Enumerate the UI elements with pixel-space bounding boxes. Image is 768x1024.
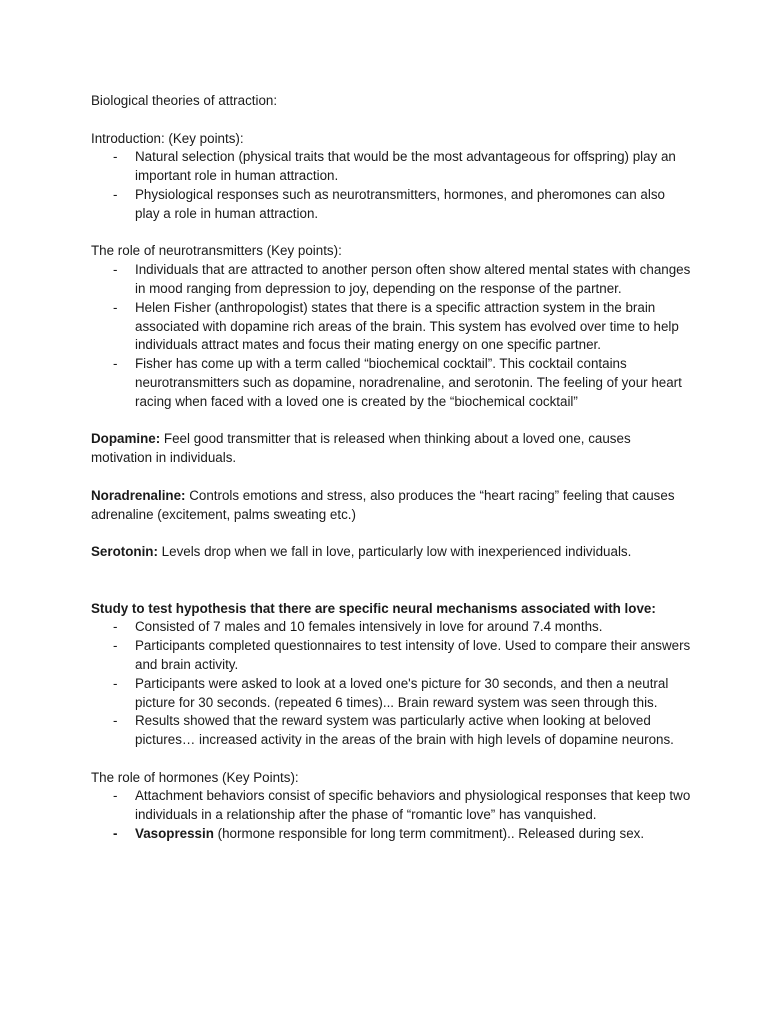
list-item: - Attachment behaviors consist of specific behaviors and physiological responses that keep two individuals in a relationship after the phase of “romantic love” has vanquished. [113, 788, 691, 823]
list-item: - Natural selection (physical traits that would be the most advantageous for offspring) play an important role in human attraction. [113, 149, 676, 184]
definition-serotonin: Serotonin: Levels drop when we fall in love, particularly low with inexperienced individuals. [91, 544, 632, 560]
document-title: Biological theories of attraction: [91, 93, 278, 108]
study-list [91, 618, 691, 750]
list-item: - Consisted of 7 males and 10 females intensively in love for around 7.4 months. [113, 619, 603, 635]
definition-term: Vasopressin [135, 826, 214, 842]
definition-noradrenaline: Noradrenaline: Controls emotions and stress, also produces the “heart racing” feeling that causes adrenaline (excitement, palms sweating etc.) [91, 487, 675, 522]
hormones-list [91, 787, 691, 843]
list-item: - Helen Fisher (anthropologist) states that there is a specific attraction system in the brain associated with dopamine rich areas of the brain. This system has evolved over time to help individuals attract mates and focus their mating energy on one specific partner. [113, 299, 679, 353]
hormones-heading: The role of hormones (Key Points): [91, 769, 299, 785]
list-item: - Vasopressin (hormone responsible for long term commitment).. Released during sex. [113, 826, 645, 842]
intro-heading: Introduction: (Key points): [91, 130, 244, 146]
intro-list [91, 148, 691, 223]
definition-term: Noradrenaline: [91, 487, 186, 503]
neurotransmitters-heading: The role of neurotransmitters (Key points): [91, 243, 342, 259]
neurotransmitters-list [91, 261, 691, 411]
list-item: - Results showed that the reward system was particularly active when looking at beloved pictures… increased activity in the areas of the brain with high levels of dopamine neurons. [113, 713, 674, 748]
list-item: - Participants were asked to look at a loved one's picture for 30 seconds, and then a neutral picture for 30 seconds. (repeated 6 times)... Brain reward system was seen through this. [113, 675, 669, 710]
study-heading: Study to test hypothesis that there are specific neural mechanisms associated with love: [91, 600, 656, 616]
list-item: - Physiological responses such as neurotransmitters, hormones, and pheromones can also play a role in human attraction. [113, 186, 665, 221]
list-item: - Participants completed questionnaires to test intensity of love. Used to compare their answers and brain activity. [113, 638, 691, 672]
definition-term: Serotonin: [91, 544, 158, 560]
list-item: - Individuals that are attracted to another person often show altered mental states with changes in mood ranging from depression to joy, depending on the response of the partner. [113, 262, 691, 296]
list-item: - Fisher has come up with a term called “biochemical cocktail”. This cocktail contains neurotransmitters such as dopamine, noradrenaline, and serotonin. The feeling of your heart racing when faced with a loved one is created by the “biochemical cocktail” [113, 356, 682, 409]
definition-dopamine: Dopamine: Feel good transmitter that is released when thinking about a loved one, causes motivation in individuals. [91, 431, 631, 466]
document-body [91, 92, 691, 844]
definition-term: Dopamine: [91, 431, 161, 447]
